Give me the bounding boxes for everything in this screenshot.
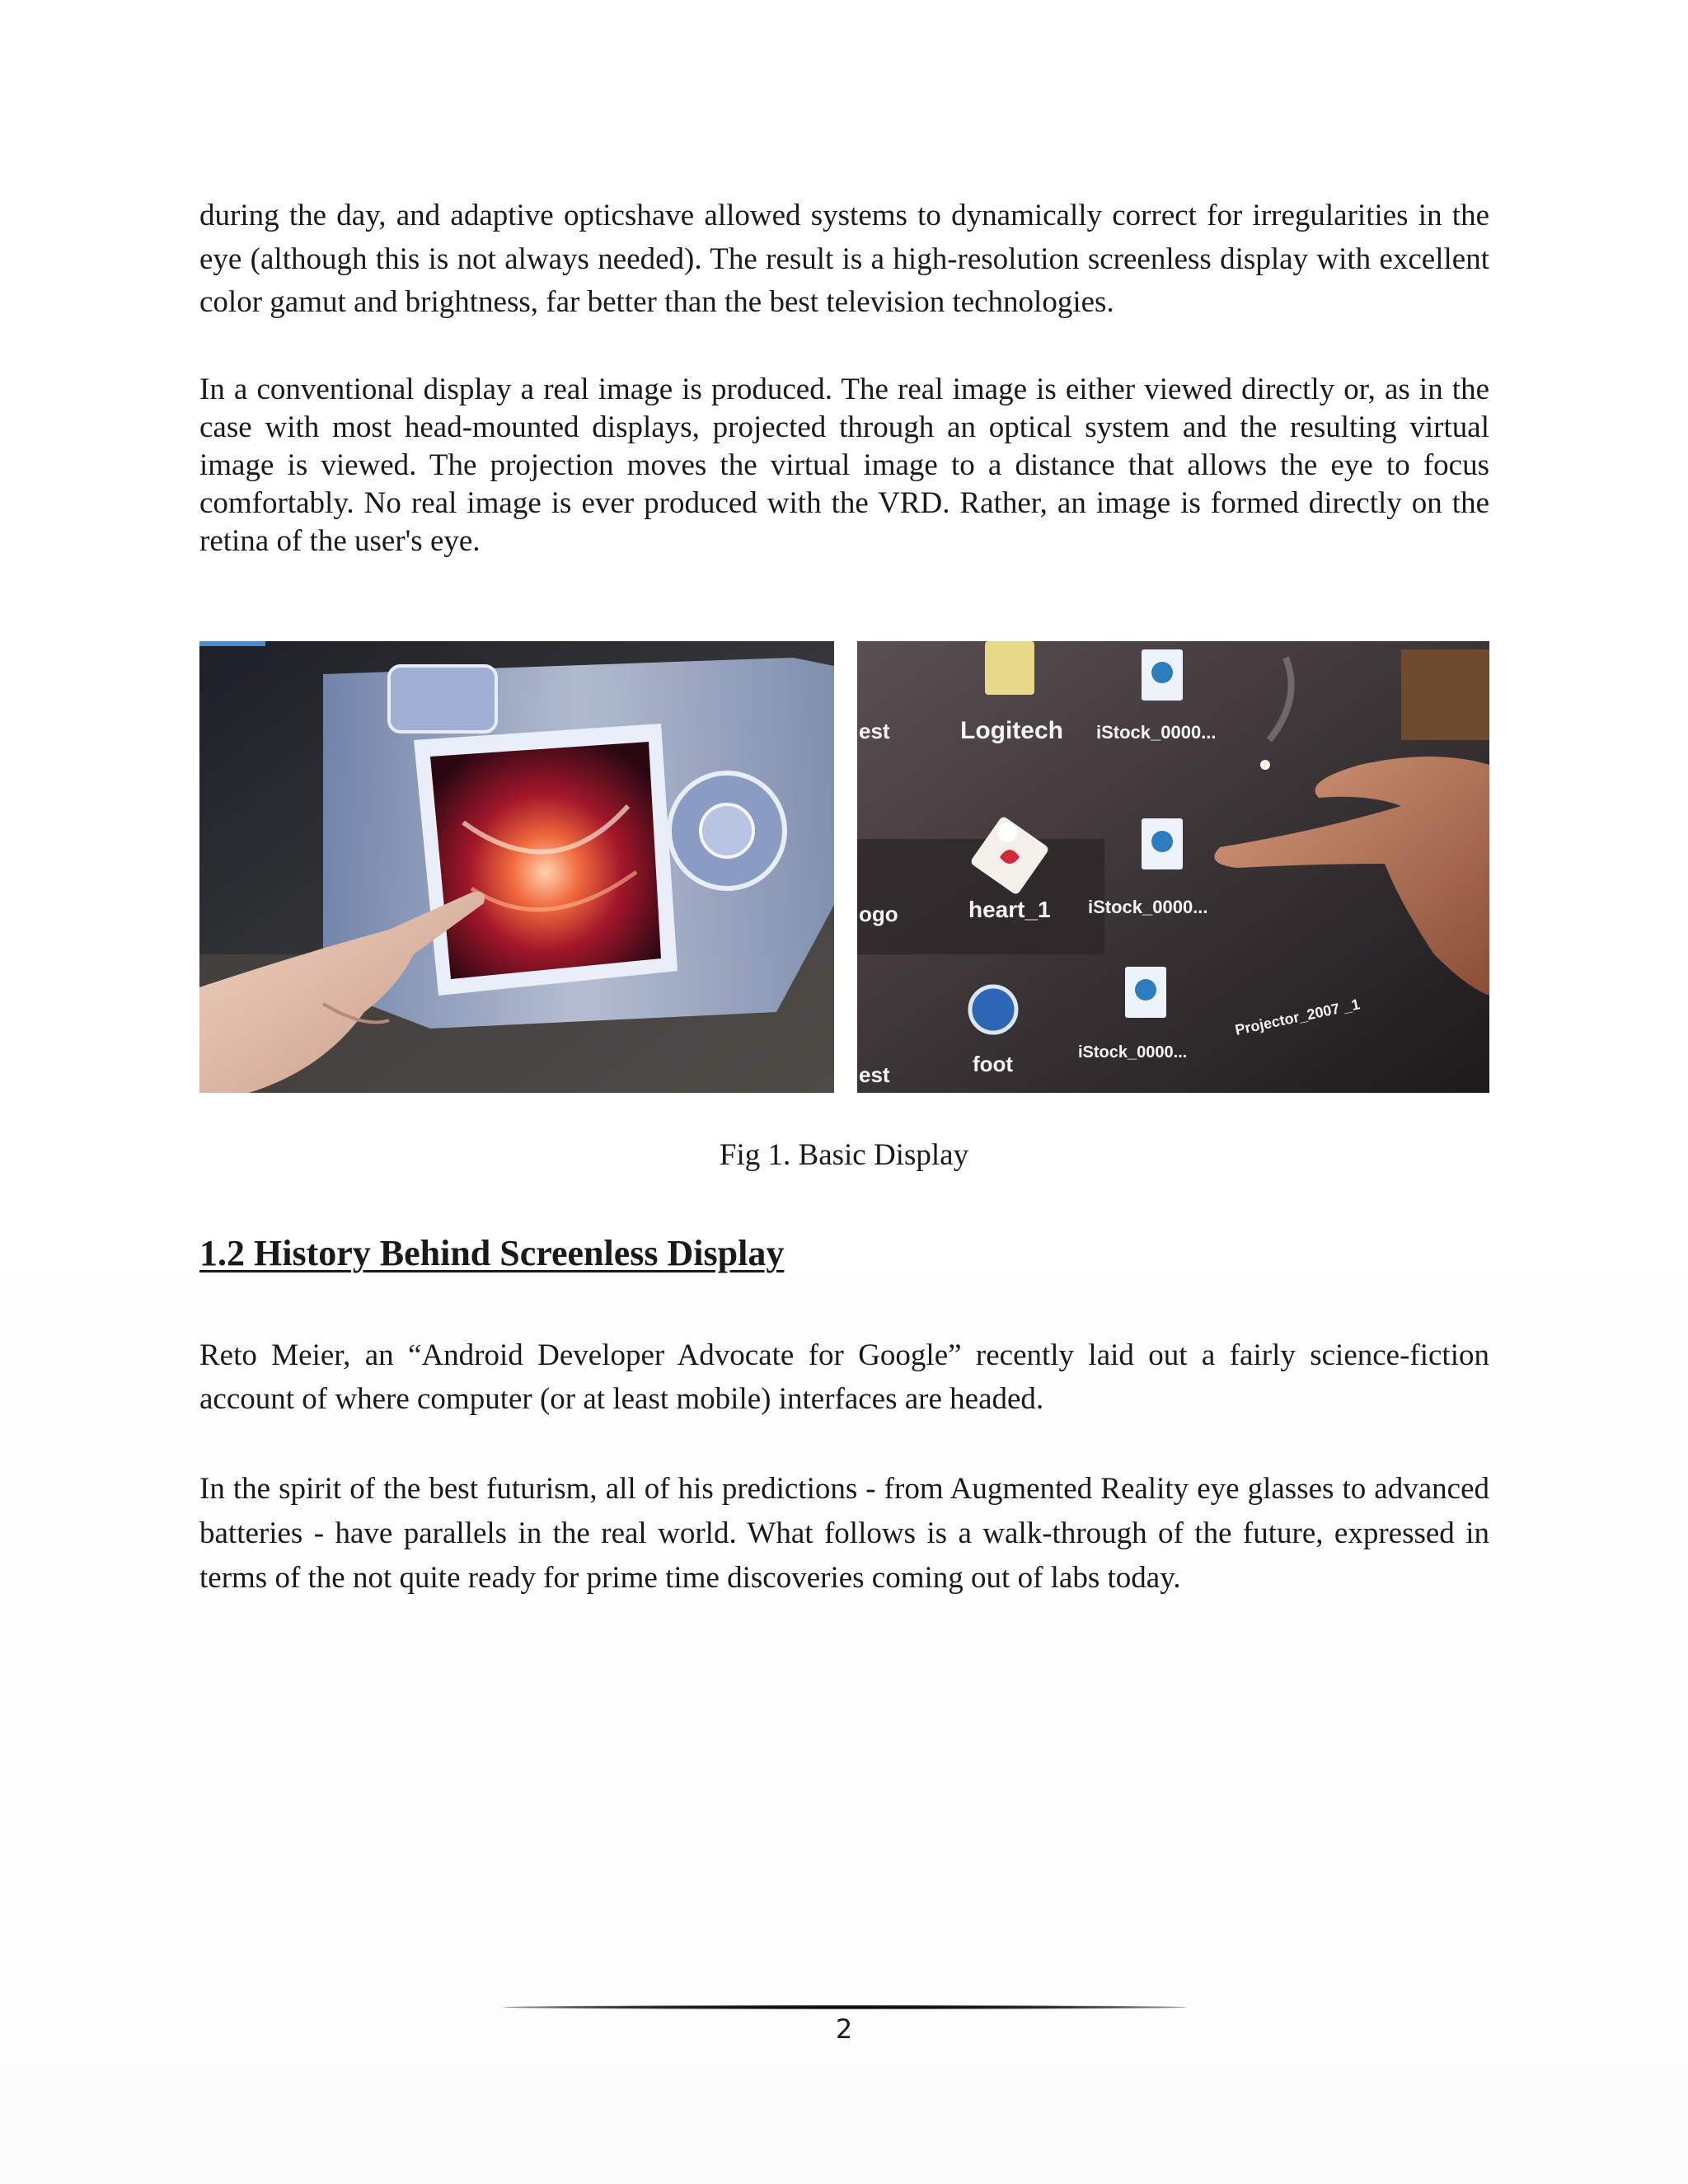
paragraph-conventional-display: In a conventional display a real image is produced. The real image is either viewed directly or, as in the case with most head-mounted displays, projected through an optical system and the resulting virtual image is viewed. The projection moves the virtual image to a distance that allows the eye to focus comfortably. No real image is ever produced with the VRD. Rather, an image is formed directly on the retina of the user's eye.	[199, 373, 1489, 558]
photo-label: ogo	[859, 902, 898, 926]
figure-caption: Fig 1. Basic Display	[719, 1138, 969, 1172]
section-heading: 1.2 History Behind Screenless Display	[199, 1233, 785, 1273]
photo-label: iStock_0000...	[1088, 897, 1208, 917]
photo-label: heart_1	[968, 897, 1051, 922]
photo-label: est	[859, 719, 890, 743]
photo-label: Logitech	[960, 717, 1063, 744]
holographic-camera-photo	[199, 641, 834, 1093]
page-number: 2	[835, 2013, 853, 2045]
footer-divider	[503, 2005, 1187, 2009]
figure-basic-display	[199, 641, 1489, 1093]
photo-label: Projector_2007 _1	[1233, 996, 1362, 1038]
projected-desktop-photo	[857, 641, 1489, 1093]
paragraph-reto-meier: Reto Meier, an “Android Developer Advocate for Google” recently laid out a fairly science-fiction account of where computer (or at least mobile) interfaces are headed.	[199, 1338, 1489, 1416]
photo-label: foot	[973, 1052, 1014, 1076]
photo-label: est	[859, 1062, 890, 1087]
photo-label: iStock_0000...	[1078, 1043, 1188, 1062]
paragraph-adaptive-optics: during the day, and adaptive opticshave allowed systems to dynamically correct for irregularities in the eye (although this is not always needed). The result is a high-resolution screenless display with excellent color gamut and brightness, far better than the best television technologies.	[199, 199, 1489, 319]
photo-label: iStock_0000...	[1096, 722, 1217, 743]
paragraph-futurism: In the spirit of the best futurism, all of his predictions - from Augmented Reality eye glasses to advanced batteries - have parallels in the real world. What follows is a walk-through of the future, expressed in terms of the not quite ready for prime time discoveries coming out of labs today.	[199, 1472, 1489, 1595]
